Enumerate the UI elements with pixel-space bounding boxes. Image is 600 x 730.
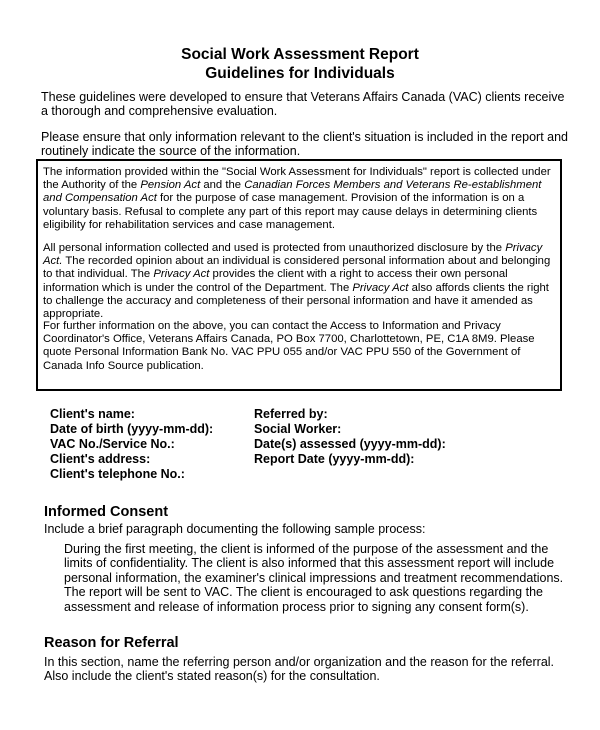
- social-worker-label: Social Worker:: [254, 422, 342, 436]
- intro-paragraph-1: These guidelines were developed to ensure that Veterans Affairs Canada (VAC) clients receive a thorough and comprehensive evaluation.: [41, 90, 565, 119]
- client-telephone-label: Client's telephone No.:: [50, 467, 185, 481]
- privacy-paragraph-collection: The information provided within the "Social Work Assessment for Individuals" report is collected under the Authority of the Pension Act and the Canadian Forces Members and Veterans Re-establishment and Compensation Act for the purpose of case management. Provision of the information is on a voluntary basis. Refusal to complete any part of this report may cause delays in determining clients eligibility for rehabilitation services and case management.: [43, 166, 551, 231]
- client-address-label: Client's address:: [50, 452, 151, 466]
- privacy-notice-box: [36, 159, 562, 391]
- informed-consent-sample: During the first meeting, the client is informed of the purpose of the assessment and the limits of confidentiality. The client is also informed that this assessment report will include personal information, the examiner's clinical impressions and treatment recommendations. The report will be sent to VAC. The client is encouraged to ask questions regarding the assessment and release of information process prior to signing any consent form(s).: [64, 542, 564, 614]
- referred-by-label: Referred by:: [254, 407, 328, 421]
- document-subtitle: Guidelines for Individuals: [205, 65, 395, 82]
- report-date-label: Report Date (yyyy-mm-dd):: [254, 452, 415, 466]
- document-title: Social Work Assessment Report: [181, 46, 419, 63]
- intro-paragraph-2: Please ensure that only information relevant to the client's situation is included in the report and routinely indicate the source of the information.: [41, 130, 569, 159]
- client-fields-right: [254, 407, 446, 467]
- privacy-paragraph-protection: All personal information collected and used is protected from unauthorized disclosure by the Privacy Act. The recorded opinion about an individual is considered personal information about and belonging to that individual. The Privacy Act provides the client with a right to access their own personal information which is under the control of the Department. The Privacy Act also affords clients the right to challenge the accuracy and completeness of their personal information and have it amended as appropriate.: [43, 242, 551, 321]
- client-name-label: Client's name:: [50, 407, 135, 421]
- informed-consent-heading: Informed Consent: [44, 504, 169, 520]
- reason-for-referral-heading: Reason for Referral: [44, 635, 179, 651]
- vac-service-no-label: VAC No./Service No.:: [50, 437, 175, 451]
- privacy-paragraph-contact: For further information on the above, you can contact the Access to Information and Privacy Coordinator's Office, Veterans Affairs Canada, PO Box 7700, Charlottetown, PE, C1A 8M9. Please quote Personal Information Bank No. VAC PPU 055 and/or VAC PPU 550 of the Government of Canada Info Source publication.: [43, 320, 535, 372]
- date-of-birth-label: Date of birth (yyyy-mm-dd):: [50, 422, 214, 436]
- client-fields-left: [50, 407, 213, 482]
- dates-assessed-label: Date(s) assessed (yyyy-mm-dd):: [254, 437, 446, 451]
- reason-for-referral-instruction: In this section, name the referring person and/or organization and the reason for the referral. Also include the client's stated reason(s) for the consultation.: [44, 655, 555, 684]
- informed-consent-instruction: Include a brief paragraph documenting the following sample process:: [44, 522, 426, 536]
